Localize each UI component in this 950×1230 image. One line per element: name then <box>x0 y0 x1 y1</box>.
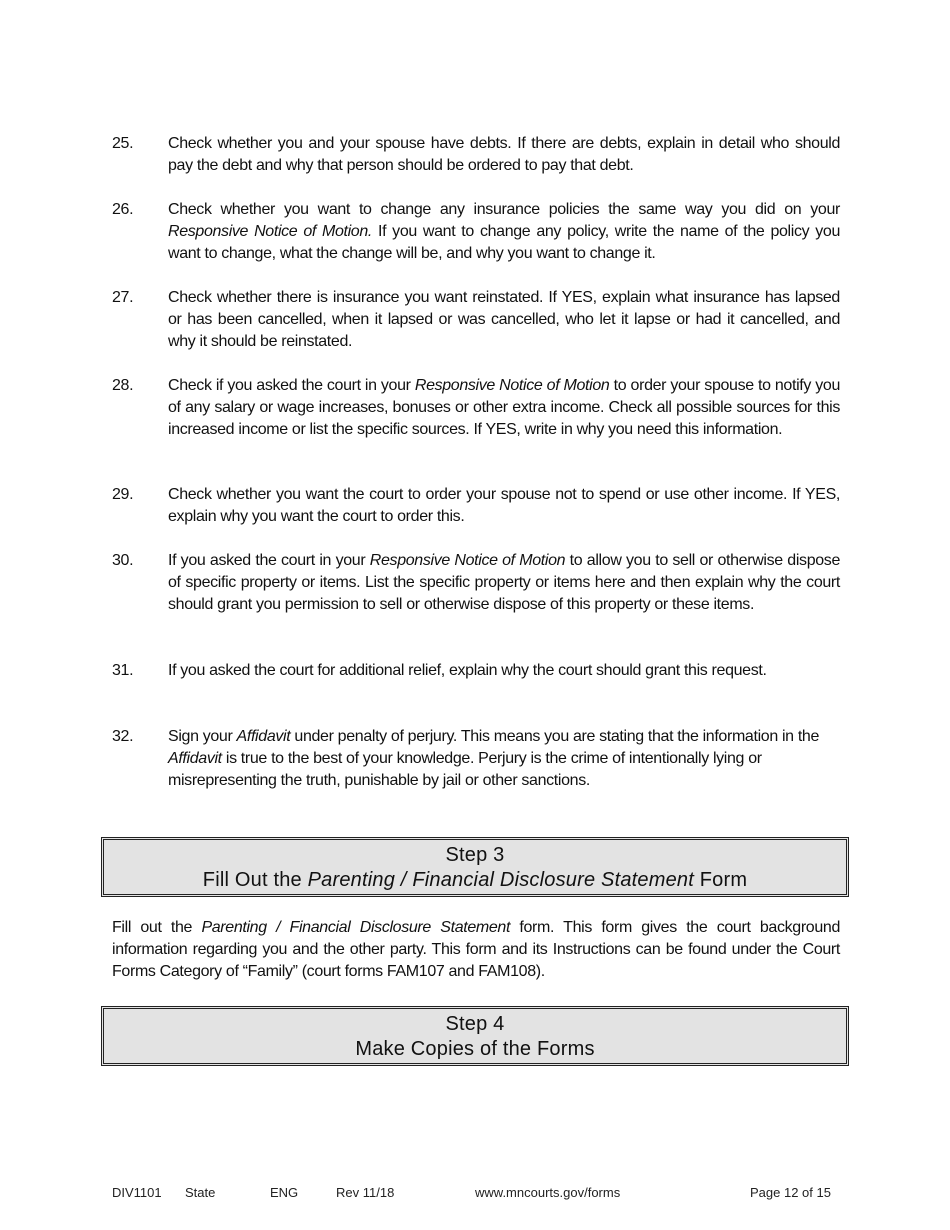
item-number: 29. <box>112 486 134 503</box>
form-title-italic: Responsive Notice of Motion <box>369 552 566 569</box>
item-number: 25. <box>112 135 134 152</box>
step-3-number: Step 3 <box>445 844 505 866</box>
footer-form-id: DIV1101 <box>112 1185 162 1200</box>
item-text <box>168 484 840 528</box>
text-run: Check if you asked the court in your <box>168 377 415 394</box>
instruction-item-26 <box>112 199 840 265</box>
form-title-italic: Affidavit <box>236 728 291 745</box>
footer-jurisdiction: State <box>185 1185 216 1200</box>
title-text: Form <box>694 869 748 891</box>
step-4-title: Make Copies of the Forms <box>355 1038 595 1060</box>
text-run: form. This form gives the court background information regarding you and the other party. This form and its Instructions can be found under the Court Forms Category of “Family” (court forms FAM107 and FAM108). <box>112 919 840 980</box>
footer-language: ENG <box>270 1185 299 1200</box>
item-number: 28. <box>112 377 134 394</box>
text-run: to order your spouse to notify you of any salary or wage increases, bonuses or other extra income. Check all possible sources for this increased income or list the specific sources. If YES, write in why you need this information. <box>168 377 840 438</box>
instruction-item-27 <box>112 287 840 353</box>
text-run: Check whether you and your spouse have debts. If there are debts, explain in detail who should pay the debt and why that person should be ordered to pay that debt. <box>168 135 840 174</box>
text-run: under penalty of perjury. This means you are stating that the information in the <box>290 728 820 745</box>
text-run: Check whether you want to change any insurance policies the same way you did on your <box>168 201 840 218</box>
text-run: is true to the best of your knowledge. Perjury is the crime of intentionally lying or misrepresenting the truth, punishable by jail or other sanctions. <box>168 750 762 789</box>
item-text <box>168 199 840 265</box>
item-text <box>168 287 840 353</box>
form-title-italic: Parenting / Financial Disclosure Statement <box>201 919 511 936</box>
item-text <box>168 726 840 792</box>
text-run: If you want to change any policy, write the name of the policy you want to change, what the change will be, and why you want to change it. <box>168 223 840 262</box>
item-text <box>168 660 840 682</box>
item-number: 31. <box>112 662 134 679</box>
form-title-italic: Affidavit <box>168 750 222 767</box>
footer-revision: Rev 11/18 <box>336 1185 395 1200</box>
footer-page-number: Page 12 of 15 <box>750 1185 831 1200</box>
instruction-item-25 <box>112 133 840 177</box>
text-run: Check whether you want the court to order your spouse not to spend or use other income. If YES, explain why you want the court to order this. <box>168 486 840 525</box>
item-text <box>168 375 840 441</box>
item-number: 26. <box>112 201 134 218</box>
text-run: Fill out the <box>112 919 202 936</box>
instruction-item-32 <box>112 726 840 792</box>
form-title-italic: Responsive Notice of Motion. <box>168 223 372 240</box>
instruction-item-28 <box>112 375 840 441</box>
form-title-italic: Responsive Notice of Motion <box>414 377 610 394</box>
text-run: Check whether there is insurance you want reinstated. If YES, explain what insurance has lapsed or has been cancelled, when it lapsed or was cancelled, who let it lapse or had it cancelled, and why it should be reinstated. <box>168 289 840 350</box>
item-text <box>168 550 840 616</box>
item-number: 30. <box>112 552 134 569</box>
step-3-paragraph <box>112 917 840 983</box>
instruction-item-30 <box>112 550 840 616</box>
step-4-header <box>101 1006 849 1066</box>
footer-url: www.mncourts.gov/forms <box>475 1185 621 1200</box>
instruction-item-29 <box>112 484 840 528</box>
title-form-name: Parenting / Financial Disclosure Statement <box>307 869 694 891</box>
item-number: 32. <box>112 728 134 745</box>
text-run: Sign your <box>168 728 237 745</box>
item-text <box>168 133 840 177</box>
step-3-header <box>101 837 849 897</box>
item-number: 27. <box>112 289 134 306</box>
text-run: If you asked the court in your <box>168 552 370 569</box>
text-run: If you asked the court for additional relief, explain why the court should grant this request. <box>168 662 767 679</box>
text-run: to allow you to sell or otherwise dispose of specific property or items. List the specific property or items here and then explain why the court should grant you permission to sell or otherwise dispose of this property or these items. <box>168 552 840 613</box>
step-4-number: Step 4 <box>445 1013 505 1035</box>
step-3-title <box>104 868 846 893</box>
instruction-item-31 <box>112 660 840 682</box>
title-text: Fill Out the <box>202 869 308 891</box>
